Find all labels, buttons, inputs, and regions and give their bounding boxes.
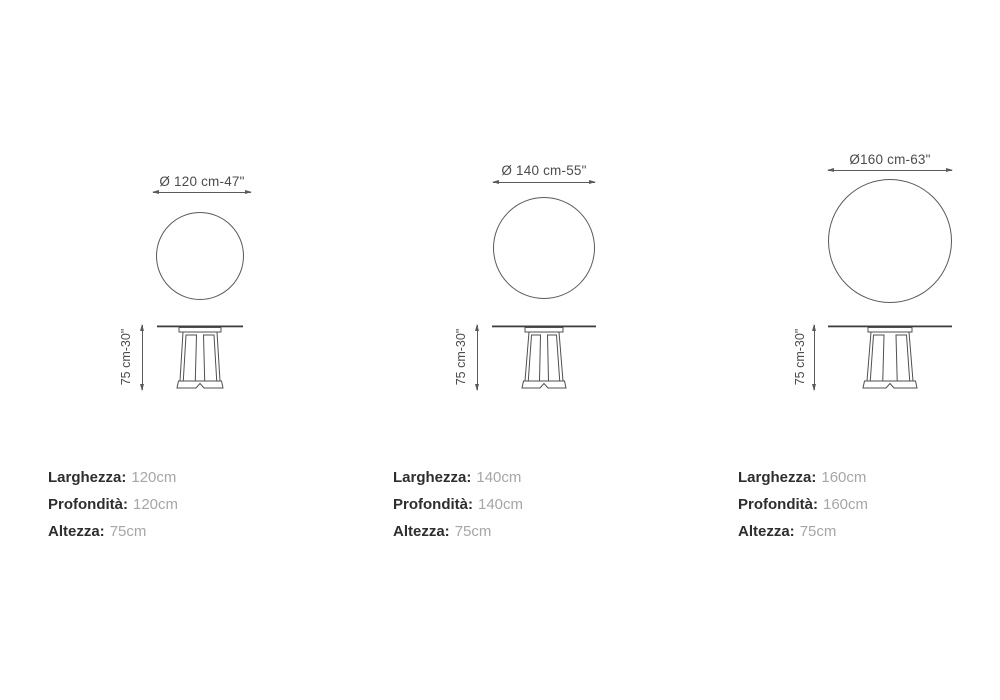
spec-value: 120cm [133,496,179,513]
spec-row [393,497,523,512]
spec-value: 160cm [821,469,867,486]
height-label: 75 cm-30" [119,328,133,386]
height-label: 75 cm-30" [454,328,468,386]
pedestal-base [522,381,566,388]
spec-row [48,470,178,485]
pedestal-base [863,381,917,388]
spec-row [393,524,523,539]
spec-value: 75cm [454,523,492,540]
spec-label: Larghezza: [393,469,472,486]
spec-value: 140cm [476,469,522,486]
top-view-circle [493,197,595,299]
pedestal-cap [525,328,563,333]
pedestal-base [177,381,223,388]
spec-label: Altezza: [393,523,450,540]
spec-row [738,470,868,485]
diameter-label: Ø 120 cm-47" [159,174,245,189]
spec-label: Profondità: [48,496,128,513]
spec-row [738,524,868,539]
diameter-label: Ø 140 cm-55" [501,163,587,178]
spec-row [393,470,523,485]
spec-label: Larghezza: [738,469,817,486]
top-view-circle [156,212,244,300]
side-view-drawing [157,325,243,389]
spec-label: Larghezza: [48,469,127,486]
pedestal-cap [868,328,912,333]
spec-label: Altezza: [48,523,105,540]
side-view-drawing [492,325,596,389]
spec-value: 75cm [109,523,147,540]
spec-label: Altezza: [738,523,795,540]
spec-list [738,470,868,551]
diameter-dimension-arrow [153,192,251,193]
diameter-dimension-arrow [828,170,952,171]
diameter-label: Ø160 cm-63" [849,152,931,167]
height-dimension-arrow [814,325,815,390]
pedestal-cap [179,328,221,333]
spec-row [48,524,178,539]
spec-value: 140cm [478,496,524,513]
pedestal-body [867,332,913,381]
height-label: 75 cm-30" [793,328,807,386]
spec-value: 120cm [131,469,177,486]
spec-list [393,470,523,551]
height-dimension-arrow [142,325,143,390]
spec-row [738,497,868,512]
spec-row [48,497,178,512]
top-view-circle [828,179,952,303]
diameter-dimension-arrow [493,182,595,183]
spec-value: 160cm [823,496,869,513]
spec-label: Profondità: [393,496,473,513]
side-view-drawing [828,325,952,389]
height-dimension-arrow [477,325,478,390]
spec-value: 75cm [799,523,837,540]
spec-list [48,470,178,551]
spec-label: Profondità: [738,496,818,513]
